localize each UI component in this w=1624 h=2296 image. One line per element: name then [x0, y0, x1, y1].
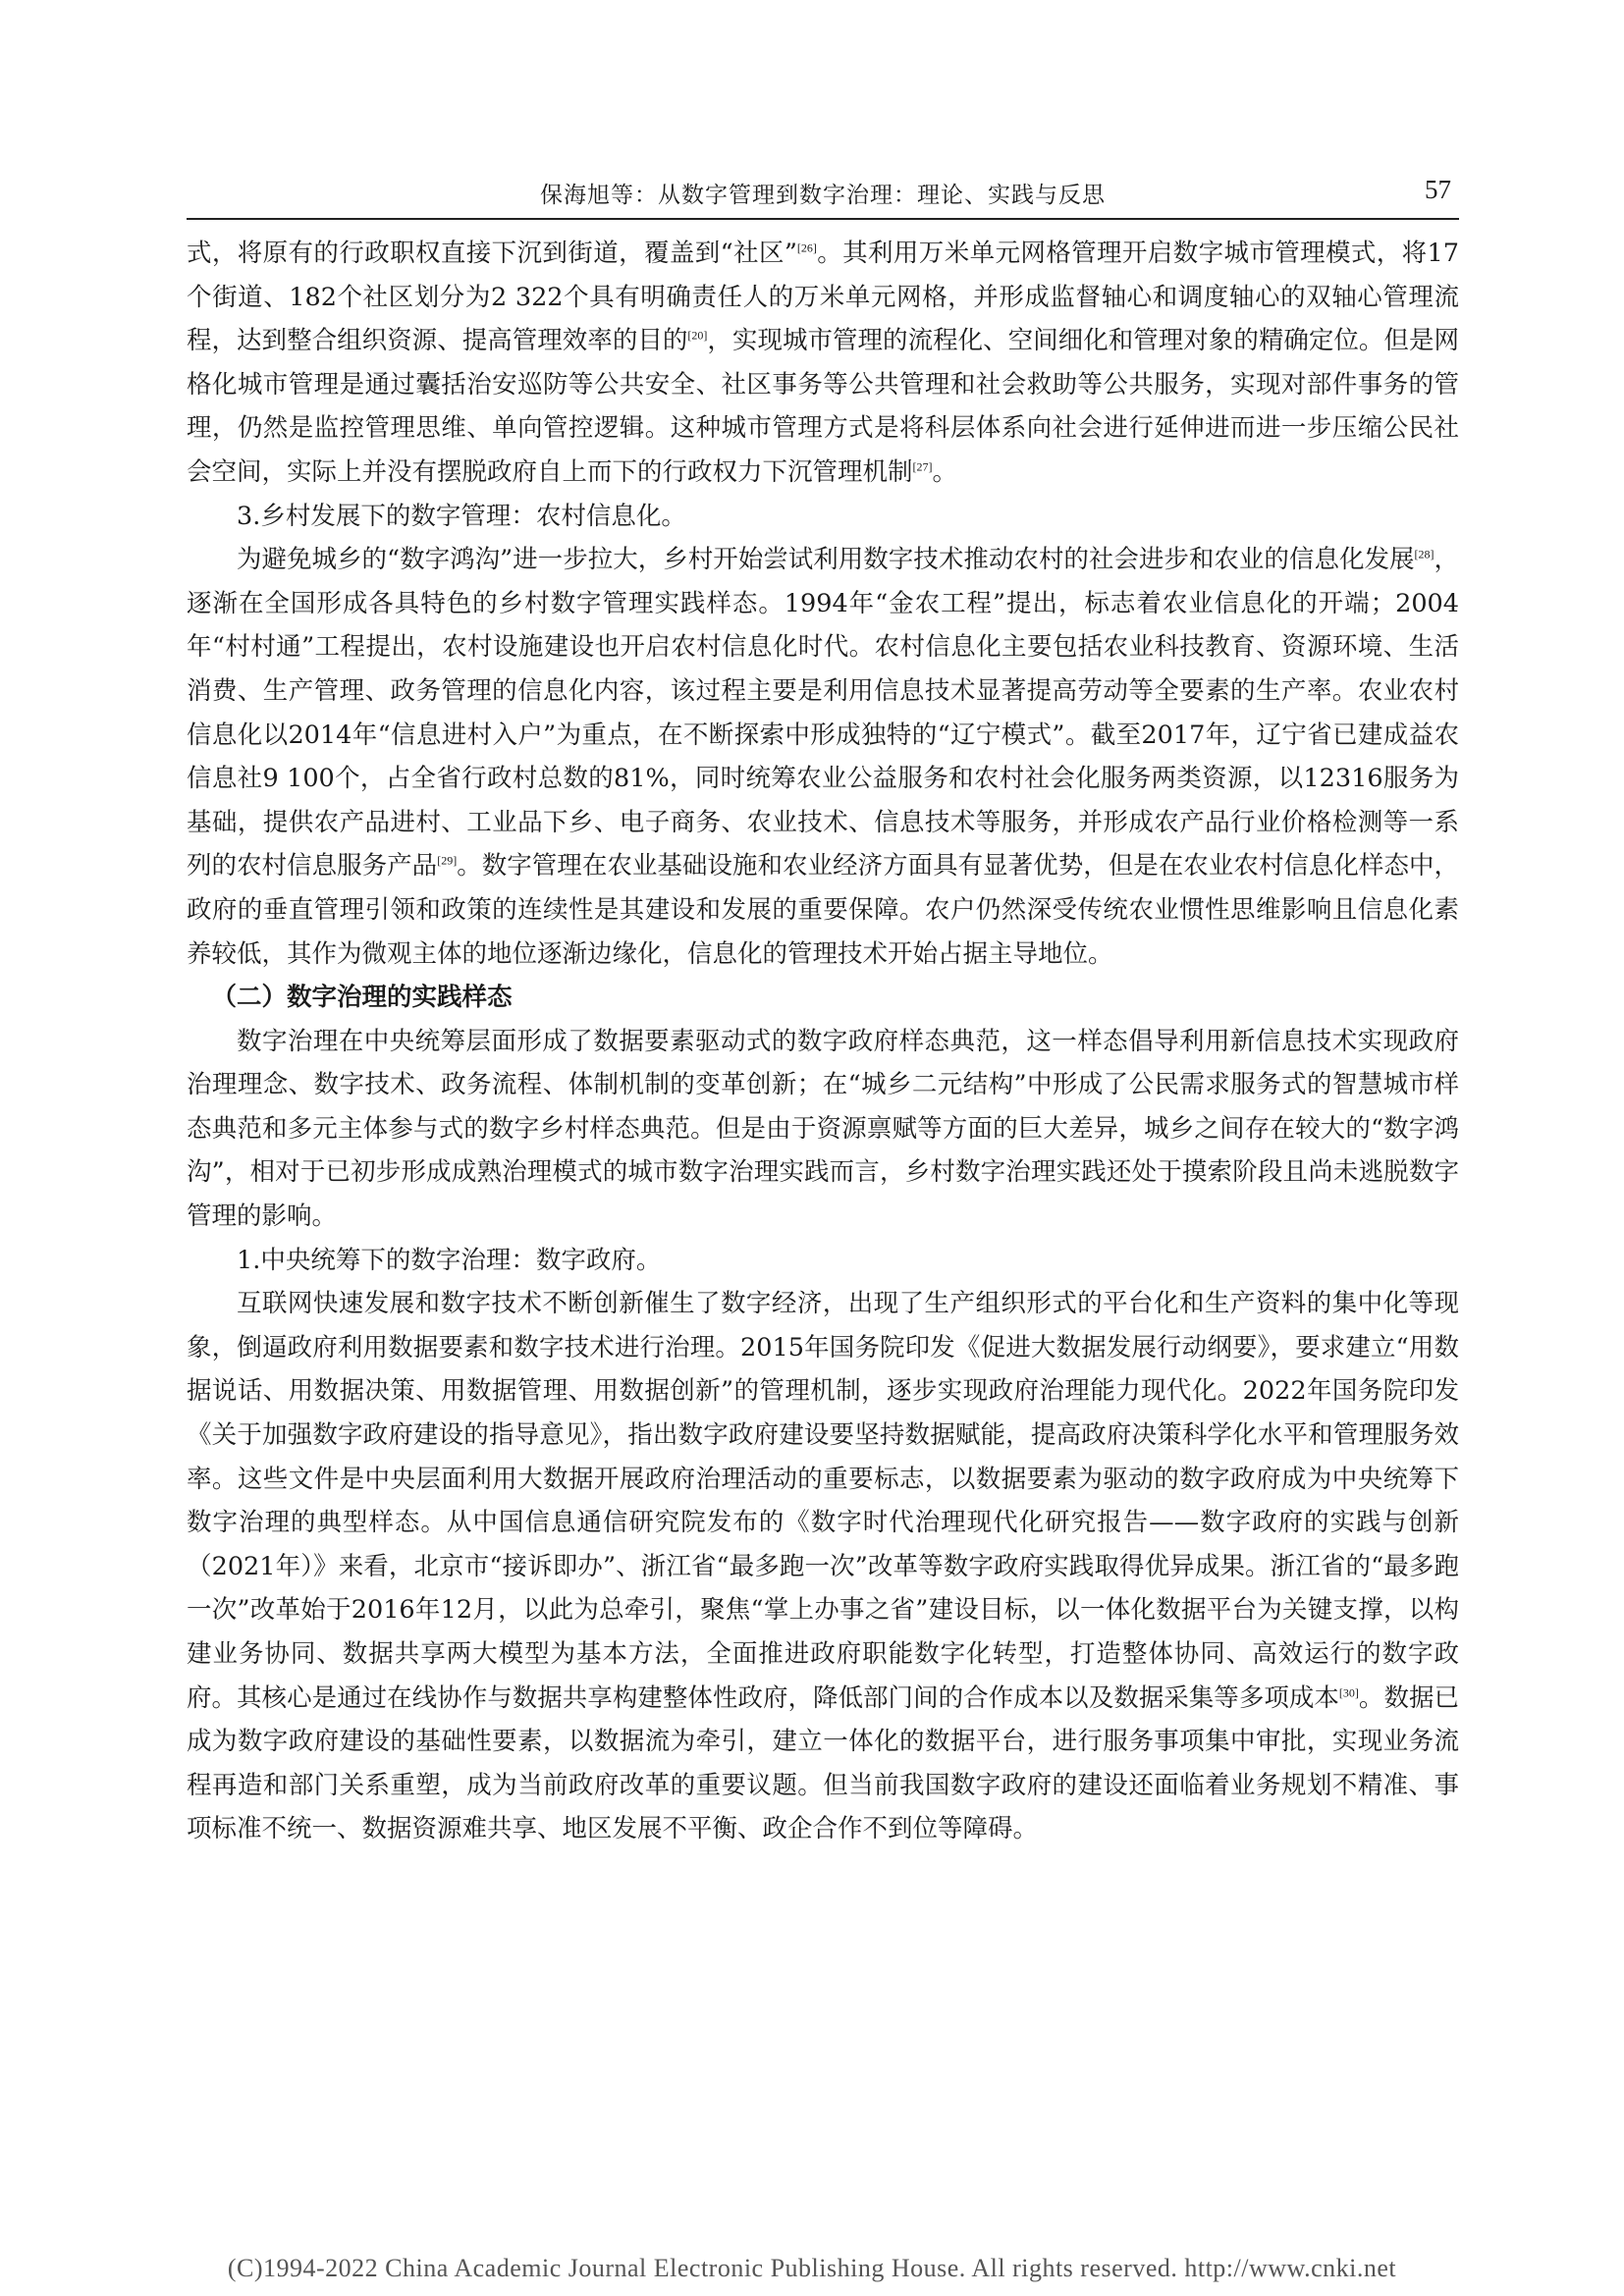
article-body [187, 232, 1459, 1851]
text-run: 。数据已成为数字政府建设的基础性要素，以数据流为牵引，建立一体化的数据平台，进行服务事项集中审批，实现业务流程再造和部门关系重塑，成为当前政府改革的重要议题。但当前我国数字政府的建设还面临着业务规划不精准、事项标准不统一、数据资源难共享、地区发展不平衡、政企合作不到位等障碍。 [187, 1682, 1459, 1844]
body-paragraph [187, 495, 1459, 539]
page-number: 57 [1425, 175, 1451, 204]
body-paragraph [187, 1020, 1459, 1239]
text-run: ，实现城市管理的流程化、空间细化和管理对象的精确定位。但是网格化城市管理是通过囊括治安巡防等公共安全、社区事务等公共管理和社会救助等公共服务，实现对部件事务的管理，仍然是监控管理思维、单向管控逻辑。这种城市管理方式是将科层体系向社会进行延伸进而进一步压缩公民社会空间，实际上并没有摆脱政府自上而下的行政权力下沉管理机制 [187, 326, 1459, 487]
text-run: 为避免城乡的“数字鸿沟”进一步拉大，乡村开始尝试利用数字技术推动农村的社会进步和农业的信息化发展 [237, 545, 1415, 575]
text-run: 。其利用万米单元网格管理开启数字城市管理模式，将17个街道、182个社区划分为2 322个具有明确责任人的万米单元网格，并形成监督轴心和调度轴心的双轴心管理流程，达到整合组织资源、提高管理效率的目的 [187, 239, 1460, 356]
text-run: 式，将原有的行政职权直接下沉到街道，覆盖到“社区” [187, 239, 797, 268]
text-run: （二）数字治理的实践样态 [211, 983, 513, 1013]
citation-ref: [29] [437, 853, 458, 868]
body-paragraph [187, 1282, 1459, 1851]
text-run: 数字治理在中央统筹层面形成了数据要素驱动式的数字政府样态典范，这一样态倡导利用新信息技术实现政府治理理念、数字技术、政务流程、体制机制的变革创新；在“城乡二元结构”中形成了公民需求服务式的智慧城市样态典范和多元主体参与式的数字乡村样态典范。但是由于资源禀赋等方面的巨大差异，城乡之间存在较大的“数字鸿沟”，相对于已初步形成成熟治理模式的城市数字治理实践而言，乡村数字治理实践还处于摸索阶段且尚未逃脱数字管理的影响。 [187, 1026, 1459, 1232]
citation-ref: [28] [1414, 547, 1435, 561]
running-header [187, 175, 1459, 220]
copyright-footer: (C)1994-2022 China Academic Journal Electronic Publishing House. All rights reserved. http://www.cnki.net [227, 2254, 1397, 2282]
text-run: 互联网快速发展和数字技术不断创新催生了数字经济，出现了生产组织形式的平台化和生产资料的集中化等现象，倒逼政府利用数据要素和数字技术进行治理。2015年国务院印发《促进大数据发展行动纲要》，要求建立“用数据说话、用数据决策、用数据管理、用数据创新”的管理机制，逐步实现政府治理能力现代化。2022年国务院印发《关于加强数字政府建设的指导意见》，指出数字政府建设要坚持数据赋能，提高政府决策科学化水平和管理服务效率。这些文件是中央层面利用大数据开展政府治理活动的重要标志，以数据要素为驱动的数字政府成为中央统筹下数字治理的典型样态。从中国信息通信研究院发布的《数字时代治理现代化研究报告——数字政府的实践与创新（2021年）》来看，北京市“接诉即办”、浙江省“最多跑一次”改革等数字政府实践取得优异成果。浙江省的“最多跑一次”改革始于2016年12月，以此为总牵引，聚焦“掌上办事之省”建设目标，以一体化数据平台为关键支撑，以构建业务协同、数据共享两大模型为基本方法，全面推进政府职能数字化转型，打造整体协同、高效运行的数字政府。其核心是通过在线协作与数据共享构建整体性政府，降低部门间的合作成本以及数据采集等多项成本 [187, 1289, 1459, 1713]
text-run: ，逐渐在全国形成各具特色的乡村数字管理实践样态。1994年“金农工程”提出，标志着农业信息化的开端；2004年“村村通”工程提出，农村设施建设也开启农村信息化时代。农村信息化主要包括农业科技教育、资源环境、生活消费、生产管理、政务管理的信息化内容，该过程主要是利用信息技术显著提高劳动等全要素的生产率。农业农村信息化以2014年“信息进村入户”为重点，在不断探索中形成独特的“辽宁模式”。截至2017年，辽宁省已建成益农信息社9 100个，占全省行政村总数的81%，同时统筹农业公益服务和农村社会化服务两类资源，以12316服务为基础，提供农产品进村、工业品下乡、电子商务、农业技术、信息技术等服务，并形成农产品行业价格检测等一系列的农村信息服务产品 [187, 545, 1459, 881]
citation-ref: [30] [1338, 1685, 1359, 1700]
body-paragraph [187, 538, 1459, 976]
text-run: 3.乡村发展下的数字管理：农村信息化。 [237, 501, 686, 531]
citation-ref: [26] [796, 240, 817, 255]
citation-ref: [27] [912, 459, 933, 474]
text-run: 1.中央统筹下的数字治理：数字政府。 [237, 1245, 662, 1275]
text-run: 。 [932, 456, 958, 487]
body-paragraph [187, 1239, 1459, 1283]
section-heading [187, 976, 1459, 1020]
running-title: 保海旭等：从数字管理到数字治理：理论、实践与反思 [540, 183, 1106, 208]
citation-ref: [20] [687, 328, 708, 343]
text-run: 。数字管理在农业基础设施和农业经济方面具有显著优势，但是在农业农村信息化样态中，政府的垂直管理引领和政策的连续性是其建设和发展的重要保障。农户仍然深受传统农业惯性思维影响且信息化素养较低，其作为微观主体的地位逐渐边缘化，信息化的管理技术开始占据主导地位。 [187, 851, 1459, 969]
body-paragraph [187, 232, 1459, 495]
